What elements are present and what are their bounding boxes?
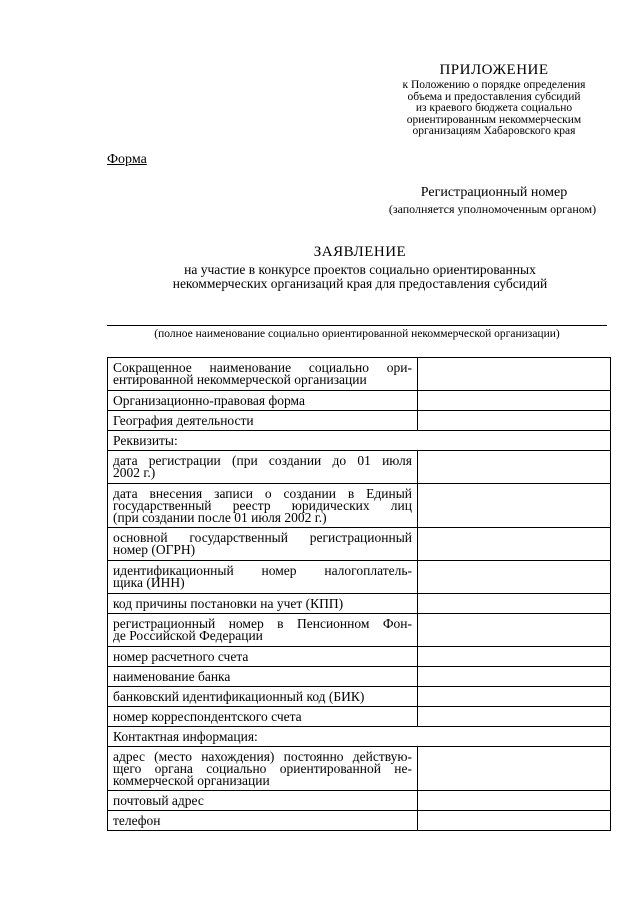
field-label (108, 484, 418, 528)
field-label (108, 528, 418, 561)
field-label-line: номер расчетного счета (113, 648, 249, 664)
field-value-cell[interactable] (418, 391, 611, 411)
table-row (108, 614, 611, 647)
field-label-line: (при создании после 01 июля 2002 г.) (113, 509, 327, 525)
field-label-line: телефон (113, 812, 161, 828)
field-value-cell[interactable] (418, 747, 611, 791)
application-form-table (107, 357, 611, 831)
table-row (108, 667, 611, 687)
field-label-line: наименование банка (113, 668, 231, 684)
field-label-line: де Российской Федерации (113, 628, 263, 643)
appendix-line: к Положению о порядке определения (402, 79, 586, 91)
field-value-cell[interactable] (418, 687, 611, 707)
appendix-line: объема и предоставления субсидий (407, 90, 581, 103)
field-label-line: дата регистрации (при создании до 01 июля (113, 453, 412, 468)
table-row (108, 358, 611, 391)
subtitle-line: на участие в конкурсе проектов социально ориентированных (184, 262, 536, 277)
field-label (108, 614, 418, 647)
field-value-cell[interactable] (418, 358, 611, 391)
organization-name-line[interactable] (107, 325, 607, 326)
field-label-line: идентификационный номер налогоплатель- (113, 563, 412, 578)
field-label-line: дата внесения записи о создании в Единый (113, 485, 412, 501)
appendix-line: организациям Хабаровского края (412, 125, 576, 137)
field-label-line: География деятельности (113, 412, 254, 428)
field-label (108, 811, 418, 831)
field-label-line: регистрационный номер в Пенсионном Фон- (113, 616, 412, 631)
table-row (108, 431, 611, 451)
field-label (108, 687, 418, 707)
field-label-line: щего органа социально ориентированной не- (113, 760, 412, 776)
field-label (108, 747, 418, 791)
table-row (108, 528, 611, 561)
table-row (108, 594, 611, 614)
field-label (108, 451, 418, 484)
field-label (108, 358, 418, 391)
field-value-cell[interactable] (418, 707, 611, 727)
field-label-line: код причины постановки на учет (КПП) (113, 595, 344, 611)
field-label (108, 561, 418, 594)
field-label (108, 594, 418, 614)
table-row (108, 811, 611, 831)
field-label (108, 647, 418, 667)
field-label-line: щика (ИНН) (113, 575, 185, 590)
field-label-line: ентированной некоммерческой организации (113, 372, 367, 387)
table-row (108, 484, 611, 528)
document-title: ЗАЯВЛЕНИЕ (313, 244, 407, 260)
field-label-line: банковский идентификационный код (БИК) (113, 688, 365, 704)
field-label (108, 391, 418, 411)
appendix-title: ПРИЛОЖЕНИЕ (439, 62, 549, 78)
field-label-line: коммерческой организации (113, 772, 270, 788)
field-value-cell[interactable] (418, 411, 611, 431)
field-label-line: Реквизиты: (113, 432, 178, 448)
field-label (108, 707, 418, 727)
subtitle-line: некоммерческих организаций края для предоставления субсидий (172, 276, 548, 291)
field-label-line: основной государственный регистрационный (113, 530, 412, 545)
field-label (108, 727, 611, 747)
field-label-line: номер (ОГРН) (113, 542, 196, 557)
registration-number-label: Регистрационный номер (420, 185, 568, 200)
organization-name-caption: (полное наименование социально ориентированной некоммерческой организации) (154, 328, 560, 340)
field-value-cell[interactable] (418, 667, 611, 687)
table-row (108, 687, 611, 707)
field-label (108, 411, 418, 431)
table-row (108, 707, 611, 727)
table-row (108, 391, 611, 411)
appendix-line: ориентированным некоммерческим (406, 113, 582, 126)
table-row (108, 791, 611, 811)
field-label-line: Организационно-правовая форма (113, 392, 305, 408)
field-value-cell[interactable] (418, 528, 611, 561)
field-value-cell[interactable] (418, 451, 611, 484)
field-label-line: Сокращенное наименование социально ори- (113, 360, 412, 375)
table-row (108, 647, 611, 667)
application-form-table-body (108, 358, 611, 831)
table-row (108, 451, 611, 484)
table-row (108, 561, 611, 594)
field-value-cell[interactable] (418, 561, 611, 594)
table-row (108, 411, 611, 431)
field-label-line: адрес (место нахождения) постоянно действую- (113, 748, 412, 764)
field-value-cell[interactable] (418, 614, 611, 647)
field-value-cell[interactable] (418, 484, 611, 528)
field-label (108, 791, 418, 811)
field-label (108, 667, 418, 687)
form-label: Форма (107, 152, 147, 167)
appendix-reference (380, 80, 608, 138)
field-value-cell[interactable] (418, 594, 611, 614)
registration-number-note: (заполняется уполномоченным органом) (388, 202, 597, 216)
field-label-line: государственный реестр юридических лиц (113, 497, 412, 513)
field-label-line: 2002 г.) (113, 465, 156, 480)
field-value-cell[interactable] (418, 811, 611, 831)
field-value-cell[interactable] (418, 647, 611, 667)
table-row (108, 727, 611, 747)
document-subtitle (110, 263, 610, 291)
field-label (108, 431, 611, 451)
appendix-line: из краевого бюджета социально (415, 102, 573, 114)
field-value-cell[interactable] (418, 791, 611, 811)
table-row (108, 747, 611, 791)
field-label-line: номер корреспондентского счета (113, 708, 302, 724)
field-label-line: почтовый адрес (113, 792, 204, 808)
field-label-line: Контактная информация: (113, 728, 258, 744)
